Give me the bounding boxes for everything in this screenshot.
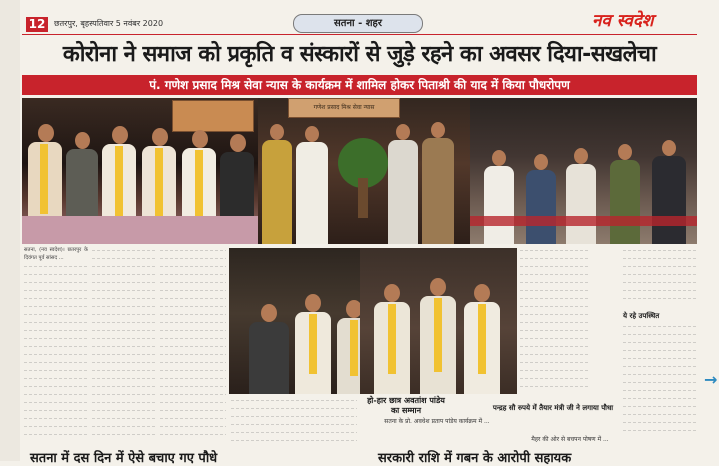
- text-line: [92, 334, 156, 342]
- person-figure: [484, 150, 514, 244]
- text-line: [24, 358, 88, 366]
- stage-backdrop: [172, 100, 254, 132]
- text-line: [520, 294, 590, 302]
- person-figure: [388, 124, 418, 244]
- text-line: [623, 418, 697, 426]
- text-line: [92, 262, 156, 270]
- text-line: [623, 410, 697, 418]
- text-line: [92, 326, 156, 334]
- text-line: [623, 254, 697, 262]
- text-line: [160, 310, 226, 318]
- dateline: छतरपुर, बृहस्पतिवार 5 नवंबर 2020: [54, 19, 164, 28]
- text-line: [92, 270, 156, 278]
- text-line: [160, 358, 226, 366]
- text-line: [231, 436, 357, 444]
- text-line: [160, 270, 226, 278]
- person-figure: [610, 144, 640, 244]
- person-figure: [526, 154, 556, 244]
- text-line: [160, 254, 226, 262]
- person-figure: [422, 122, 454, 244]
- text-line: [160, 278, 226, 286]
- text-line: [520, 358, 590, 366]
- text-line: [160, 374, 226, 382]
- attendees-list: [623, 322, 697, 444]
- text-line: [520, 310, 590, 318]
- text-line: [92, 422, 156, 430]
- text-line: [520, 254, 590, 262]
- text-line: [160, 294, 226, 302]
- article-column-2: [92, 246, 156, 444]
- text-line: [231, 428, 357, 436]
- text-line: [160, 366, 226, 374]
- text-line: [92, 302, 156, 310]
- text-line: [520, 350, 590, 358]
- person-figure: [420, 278, 456, 394]
- footer-teaser-right[interactable]: सरकारी राशि में गबन के आरोपी सहायक: [378, 451, 572, 466]
- text-line: [92, 342, 156, 350]
- subsection-title: ये रहे उपस्थित: [623, 312, 660, 320]
- text-line: [520, 262, 590, 270]
- article-column-1: [24, 246, 88, 444]
- photo-tree-planting: [258, 98, 470, 244]
- text-line: [92, 358, 156, 366]
- text-line: [623, 354, 697, 362]
- text-line: [24, 310, 88, 318]
- text-line: [520, 270, 590, 278]
- sapling-stem: [358, 178, 368, 218]
- text-line: [92, 406, 156, 414]
- text-line: [160, 350, 226, 358]
- article-column-6-top: [623, 246, 697, 310]
- text-line: [623, 378, 697, 386]
- text-line: [520, 302, 590, 310]
- caption-felicitation-title: हो-हार छात्र अवतांश पांडेय का सम्मान: [367, 396, 445, 415]
- text-line: [520, 366, 590, 374]
- text-line: [231, 404, 357, 412]
- text-line: [623, 346, 697, 354]
- text-line: [520, 342, 590, 350]
- text-line: [92, 414, 156, 422]
- subheadline: पं. गणेश प्रसाद मिश्र सेवा न्यास के कार्यक्रम में शामिल होकर पिताश्री की याद में किया पौधरोपण: [22, 75, 697, 95]
- text-line: [24, 398, 88, 406]
- text-line: [160, 302, 226, 310]
- text-line: [92, 390, 156, 398]
- text-line: [623, 246, 697, 254]
- text-line: [92, 350, 156, 358]
- text-line: [623, 330, 697, 338]
- headline: कोरोना ने समाज को प्रकृति व संस्कारों से जुड़े रहने का अवसर दिया-सखलेचा: [62, 42, 657, 67]
- text-line: [160, 414, 226, 422]
- photo-stage-guests: [22, 98, 258, 244]
- photo-minister-planting: [360, 248, 517, 394]
- text-line: [520, 278, 590, 286]
- text-line: [24, 390, 88, 398]
- text-line: [623, 402, 697, 410]
- text-line: [623, 322, 697, 330]
- text-line: [160, 398, 226, 406]
- text-line: [231, 420, 357, 428]
- text-line: [24, 302, 88, 310]
- caption-planting-text: मैहर की ओर से बचपन पोषण में ...: [531, 436, 609, 443]
- text-line: [92, 318, 156, 326]
- text-line: [623, 426, 697, 434]
- text-line: [623, 338, 697, 346]
- text-line: [92, 278, 156, 286]
- text-line: [24, 270, 88, 278]
- text-line: [24, 350, 88, 358]
- text-line: [623, 370, 697, 378]
- text-line: [24, 326, 88, 334]
- text-line: [92, 366, 156, 374]
- text-line: [24, 278, 88, 286]
- text-line: [24, 294, 88, 302]
- photo-seated-audience: [470, 98, 697, 244]
- text-line: [623, 262, 697, 270]
- text-line: [92, 254, 156, 262]
- red-chairs: [470, 216, 697, 226]
- newspaper-logo: नव स्वदेश: [592, 11, 654, 31]
- text-line: [623, 278, 697, 286]
- text-line: [24, 374, 88, 382]
- header-rule: [22, 34, 697, 35]
- page-number: 12: [26, 17, 48, 32]
- text-line: [92, 246, 156, 254]
- text-line: [160, 286, 226, 294]
- text-line: [92, 294, 156, 302]
- next-page-arrow-icon[interactable]: →: [704, 370, 718, 389]
- person-figure: [262, 124, 292, 244]
- text-line: [520, 326, 590, 334]
- person-figure: [296, 126, 328, 244]
- text-line: [24, 262, 88, 270]
- text-line: [160, 318, 226, 326]
- caption-felicitation-text: सतना के प्रो. अवधेश प्रताप पांडेय कार्यक्रम में ...: [384, 418, 490, 425]
- article-column-3: [160, 246, 226, 444]
- text-line: [623, 270, 697, 278]
- person-figure: [464, 284, 500, 394]
- text-line: [24, 342, 88, 350]
- caption-planting-title: पन्द्रह सौ रुपये में तैयार मंत्री जी ने लगाया पौधा: [492, 404, 614, 412]
- article-column-4: [231, 396, 357, 444]
- text-line: [24, 382, 88, 390]
- text-line: [24, 406, 88, 414]
- text-line: [24, 366, 88, 374]
- text-line: [160, 422, 226, 430]
- text-line: [623, 286, 697, 294]
- event-banner: गणेश प्रसाद मिश्र सेवा न्यास: [288, 98, 400, 118]
- text-line: [520, 374, 590, 382]
- section-label: सतना - शहर: [293, 14, 423, 33]
- text-line: [231, 396, 357, 404]
- text-line: [520, 246, 590, 254]
- text-line: [520, 318, 590, 326]
- page-gutter: [0, 0, 20, 461]
- text-line: [92, 286, 156, 294]
- text-line: [24, 334, 88, 342]
- text-line: [623, 386, 697, 394]
- text-line: [160, 262, 226, 270]
- draped-table: [22, 216, 258, 244]
- text-line: [231, 412, 357, 420]
- text-line: [92, 310, 156, 318]
- text-line: [520, 286, 590, 294]
- text-line: [520, 334, 590, 342]
- person-figure: [374, 284, 410, 394]
- text-line: [24, 414, 88, 422]
- text-line: [24, 286, 88, 294]
- text-line: [92, 374, 156, 382]
- text-line: [24, 430, 88, 438]
- text-line: [160, 246, 226, 254]
- text-line: [623, 294, 697, 302]
- text-line: [623, 362, 697, 370]
- person-figure: [652, 140, 686, 244]
- text-line: [160, 430, 226, 438]
- article-column-5: [520, 246, 590, 444]
- text-line: [160, 326, 226, 334]
- text-line: [520, 382, 590, 390]
- person-figure: [566, 148, 596, 244]
- text-line: [160, 382, 226, 390]
- text-line: [160, 334, 226, 342]
- text-line: [160, 406, 226, 414]
- page-header: [0, 0, 719, 36]
- text-line: [24, 318, 88, 326]
- text-line: [24, 422, 88, 430]
- text-line: [92, 430, 156, 438]
- text-line: [92, 382, 156, 390]
- person-figure: [249, 304, 289, 394]
- footer-teaser-left[interactable]: सतना में दस दिन में ऐसे बचाए गए पौधे: [30, 451, 218, 466]
- text-line: [160, 342, 226, 350]
- person-figure: [295, 294, 331, 394]
- text-line: [92, 398, 156, 406]
- text-line: [623, 394, 697, 402]
- text-line: [160, 390, 226, 398]
- article-intro: सतना, (नव स्वदेश)। छतरपुर के दिवंगत पूर्व सांसद ...: [24, 247, 88, 261]
